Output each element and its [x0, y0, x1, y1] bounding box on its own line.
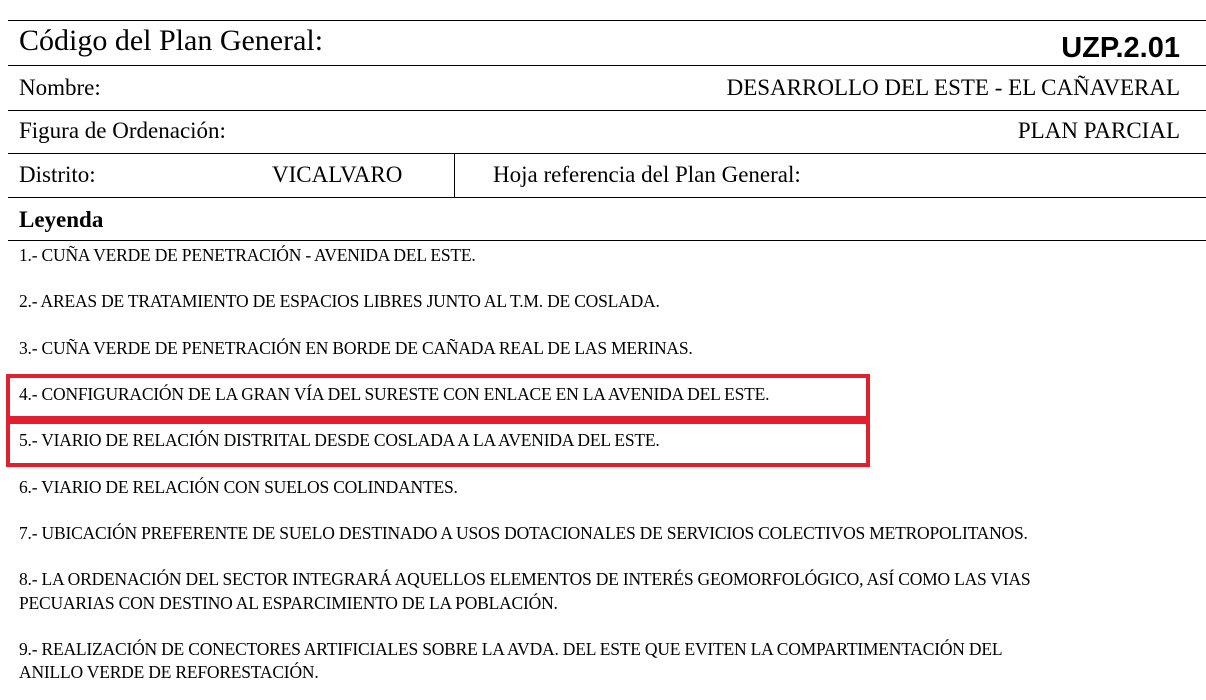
figura-value: PLAN PARCIAL: [1017, 118, 1180, 143]
legend-item-4: 4.- CONFIGURACIÓN DE LA GRAN VÍA DEL SURESTE CON ENLACE EN LA AVENIDA DEL ESTE.: [19, 384, 770, 404]
row-divider: [8, 65, 1206, 66]
table-top-border: [8, 20, 1206, 21]
distrito-column-divider: [454, 153, 455, 197]
highlight-box-item-5: [6, 420, 870, 467]
legend-item-9-line-1: 9.- REALIZACIÓN DE CONECTORES ARTIFICIALES SOBRE LA AVDA. DEL ESTE QUE EVITEN LA COMPARTIMENTACIÓN DEL: [19, 639, 1003, 659]
legend-title-divider: [8, 240, 1206, 241]
legend-item-7: 7.- UBICACIÓN PREFERENTE DE SUELO DESTINADO A USOS DOTACIONALES DE SERVICIOS COLECTIVOS METROPOLITANOS.: [19, 523, 1028, 543]
codigo-label: Código del Plan General:: [19, 24, 324, 57]
row-divider: [8, 110, 1206, 111]
legend-item-6: 6.- VIARIO DE RELACIÓN CON SUELOS COLINDANTES.: [19, 477, 458, 497]
legend-item-2: 2.- AREAS DE TRATAMIENTO DE ESPACIOS LIBRES JUNTO AL T.M. DE COSLADA.: [19, 291, 660, 311]
codigo-value: UZP.2.01: [1061, 32, 1180, 64]
nombre-label: Nombre:: [19, 75, 101, 100]
row-divider: [8, 197, 1206, 198]
legend-item-8-line-2: PECUARIAS CON DESTINO AL ESPARCIMIENTO DE LA POBLACIÓN.: [19, 593, 558, 613]
legend-item-5: 5.- VIARIO DE RELACIÓN DISTRITAL DESDE COSLADA A LA AVENIDA DEL ESTE.: [19, 430, 660, 450]
highlight-box-item-4: [6, 374, 870, 420]
distrito-value: VICALVARO: [272, 162, 403, 187]
row-divider: [8, 153, 1206, 154]
legend-title: Leyenda: [19, 207, 104, 232]
legend-item-3: 3.- CUÑA VERDE DE PENETRACIÓN EN BORDE DE CAÑADA REAL DE LAS MERINAS.: [19, 338, 693, 358]
legend-item-1: 1.- CUÑA VERDE DE PENETRACIÓN - AVENIDA DEL ESTE.: [19, 245, 476, 265]
legend-item-8-line-1: 8.- LA ORDENACIÓN DEL SECTOR INTEGRARÁ AQUELLOS ELEMENTOS DE INTERÉS GEOMORFOLÓGICO, ASÍ COMO LAS VIAS: [19, 569, 1031, 589]
nombre-value: DESARROLLO DEL ESTE - EL CAÑAVERAL: [726, 75, 1180, 100]
distrito-label: Distrito:: [19, 162, 96, 187]
figura-label: Figura de Ordenación:: [19, 118, 226, 143]
hoja-label: Hoja referencia del Plan General:: [493, 162, 801, 187]
legend-item-9-line-2: ANILLO VERDE DE REFORESTACIÓN.: [19, 662, 319, 682]
